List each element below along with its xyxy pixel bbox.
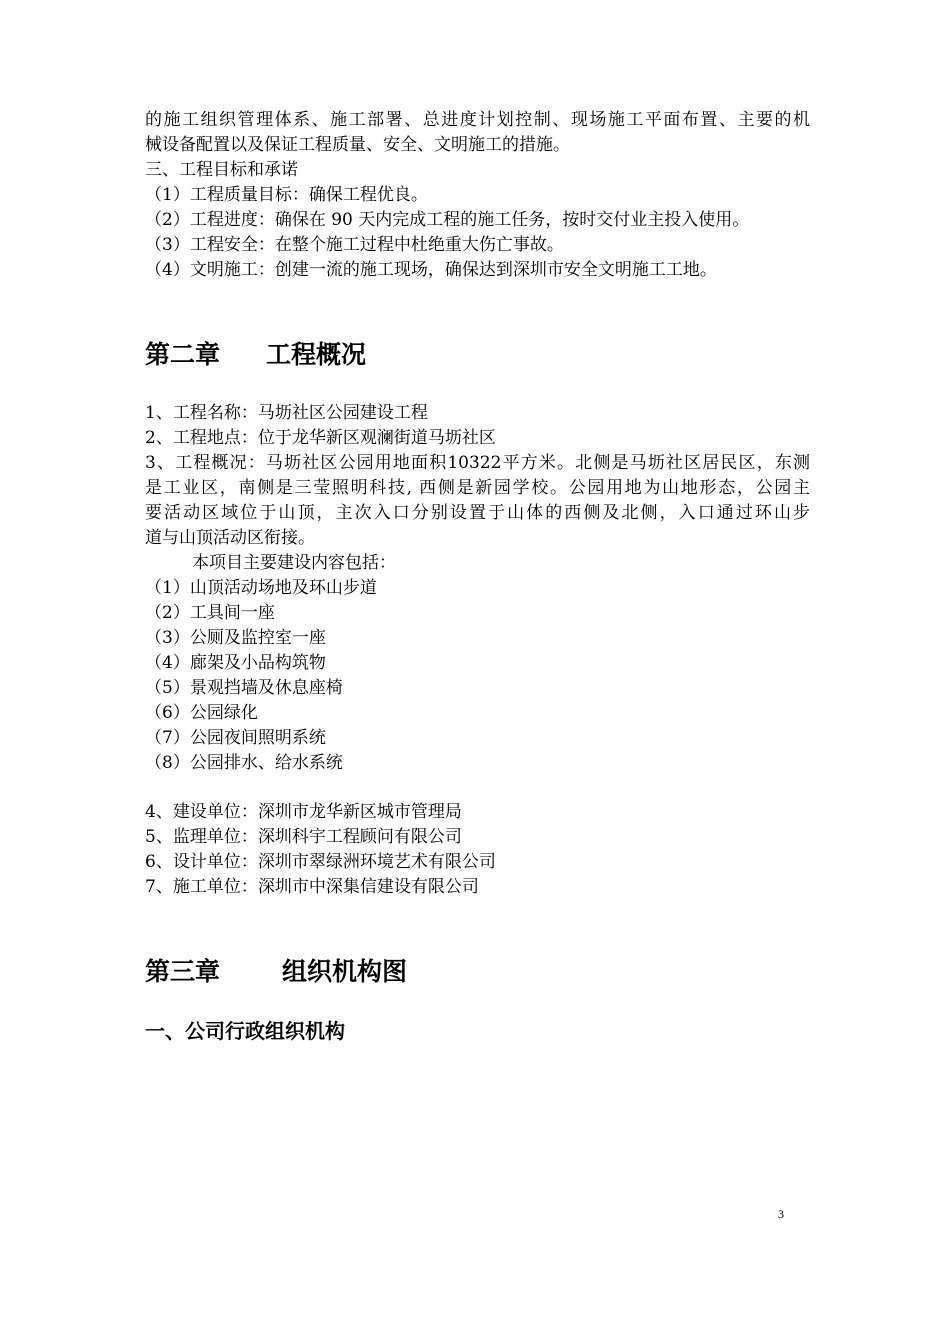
scope-item: （8）公园排水、给水系统 [145, 753, 343, 773]
party-owner: 4、建设单位：深圳市龙华新区城市管理局 [145, 802, 462, 822]
chapter2-heading [145, 338, 366, 372]
party-supervisor: 5、监理单位：深圳科宇工程顾问有限公司 [145, 827, 462, 847]
chapter3-number: 第三章 [145, 957, 221, 986]
chapter2-title: 工程概况 [266, 340, 367, 369]
chapter3-heading [145, 955, 407, 989]
goal-item-quality: （1）工程质量目标：确保工程优良。 [145, 185, 428, 205]
overview-line-2: 是工业区，南侧是三莹照明科技, 西侧是新园学校。公园用地为山地形态，公园主 [145, 478, 810, 498]
intro-line-2: 械设备配置以及保证工程质量、安全、文明施工的措施。 [145, 135, 570, 155]
overview-line-4: 道与山顶活动区衔接。 [145, 528, 315, 548]
party-designer: 6、设计单位：深圳市翠绿洲环境艺术有限公司 [145, 852, 496, 872]
scope-item: （1）山顶活动场地及环山步道 [145, 578, 377, 598]
party-contractor: 7、施工单位：深圳市中深集信建设有限公司 [145, 877, 479, 897]
goal-item-civilized: （4）文明施工：创建一流的施工现场，确保达到深圳市安全文明施工工地。 [145, 260, 717, 280]
chapter3-title: 组织机构图 [282, 957, 408, 986]
goal-item-safety: （3）工程安全：在整个施工过程中杜绝重大伤亡事故。 [145, 235, 564, 255]
scope-item: （7）公园夜间照明系统 [145, 728, 326, 748]
goal-item-schedule: （2）工程进度：确保在 90 天内完成工程的施工任务，按时交付业主投入使用。 [145, 210, 750, 230]
section-heading-admin-org: 一、公司行政组织机构 [145, 1019, 345, 1043]
chapter2-number: 第二章 [145, 340, 221, 369]
page-number: 3 [778, 1207, 784, 1221]
project-location-line: 2、工程地点：位于龙华新区观澜街道马坜社区 [145, 428, 496, 448]
scope-item: （5）景观挡墙及休息座椅 [145, 678, 343, 698]
overview-line-1: 3、工程概况：马坜社区公园用地面积10322平方米。北侧是马坜社区居民区，东测 [145, 453, 810, 473]
scope-item: （2）工具间一座 [145, 603, 275, 623]
project-name-line: 1、工程名称：马坜社区公园建设工程 [145, 403, 428, 423]
scope-item: （6）公园绿化 [145, 703, 258, 723]
scope-item: （4）廊架及小品构筑物 [145, 653, 326, 673]
intro-line-1: 的施工组织管理体系、施工部署、总进度计划控制、现场施工平面布置、主要的机 [145, 110, 810, 130]
scope-intro: 本项目主要建设内容包括： [192, 553, 396, 573]
goals-heading: 三、工程目标和承诺 [145, 160, 298, 180]
overview-line-3: 要活动区域位于山顶，主次入口分别设置于山体的西侧及北侧，入口通过环山步 [145, 503, 810, 523]
scope-item: （3）公厕及监控室一座 [145, 628, 326, 648]
